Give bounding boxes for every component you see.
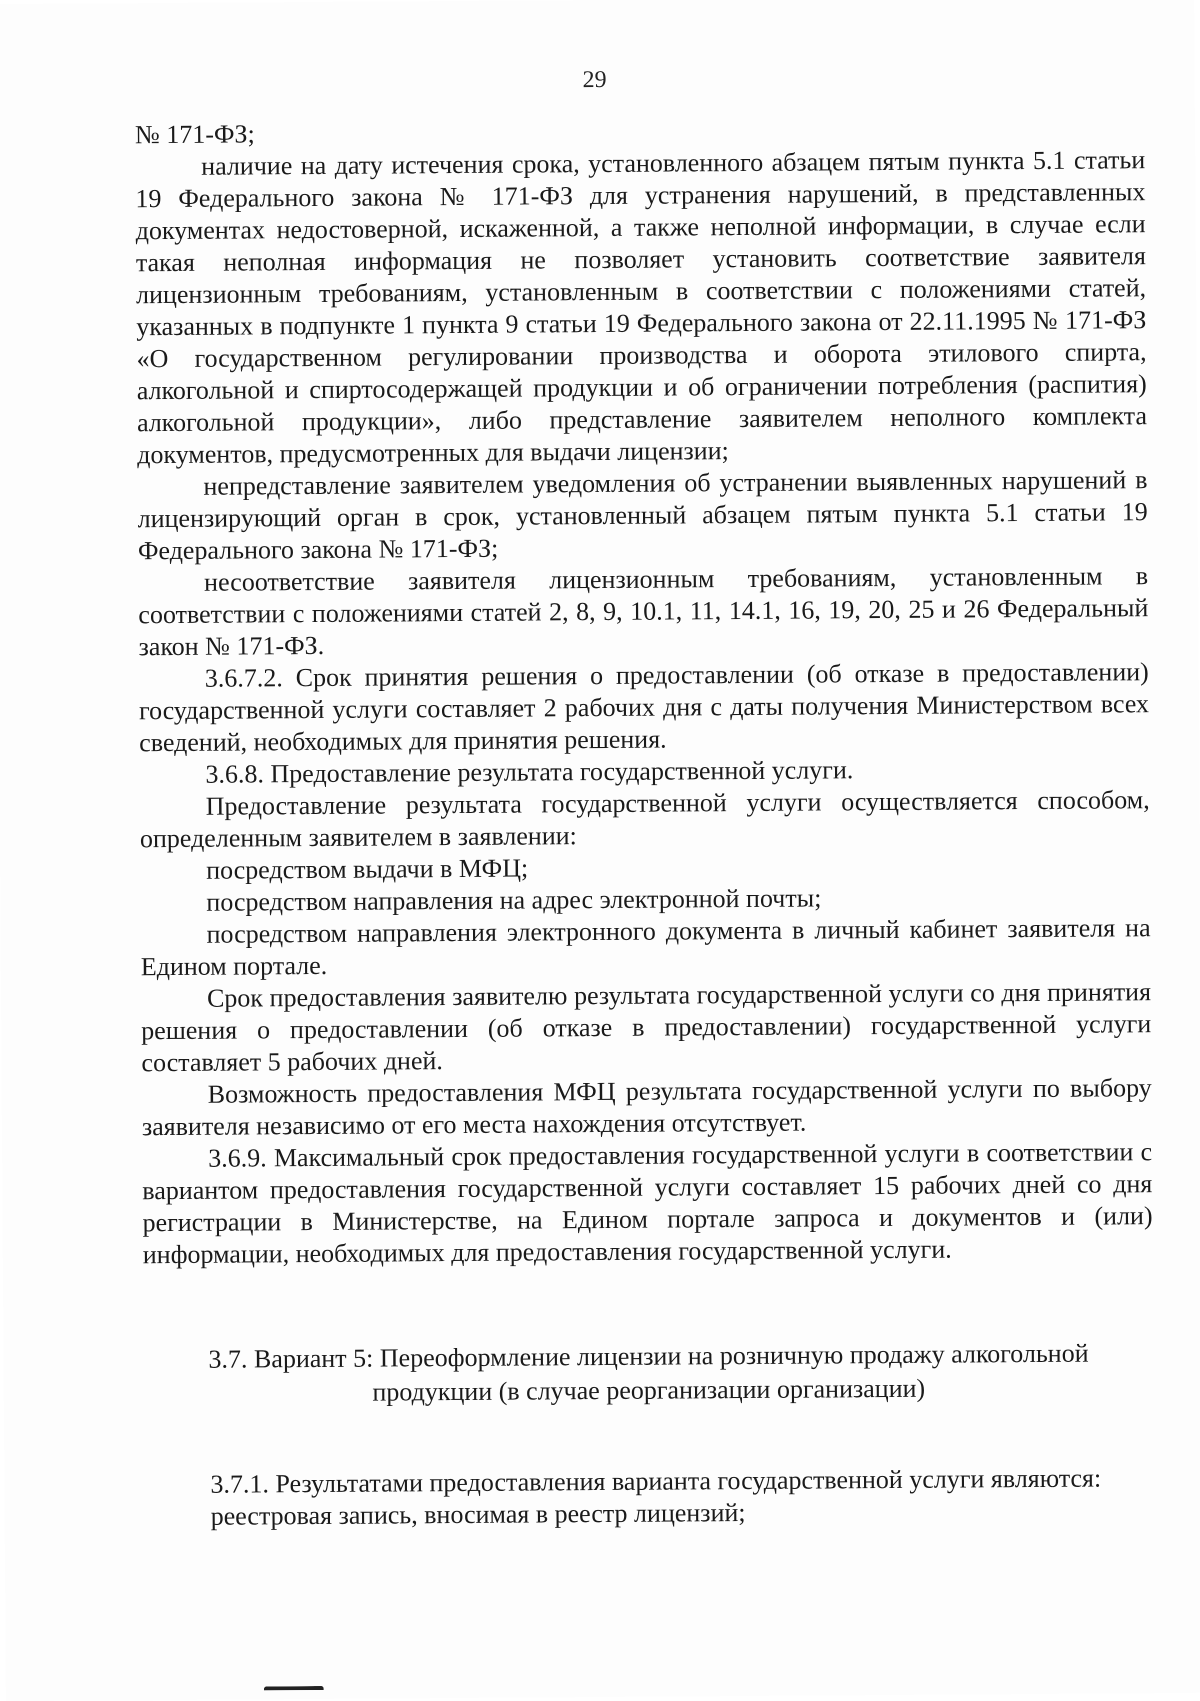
paragraph: посредством направления электронного документа в личный кабинет заявителя на Едином портале.	[140, 913, 1151, 982]
paragraph: Предоставление результата государственной услуги осуществляется способом, определенным заявителем в заявлении:	[139, 785, 1150, 854]
paragraph: Срок предоставления заявителю результата государственной услуги со дня принятия решения о предоставлении (об отказе в предоставлении) государственной услуги составляет 5 рабочих дней.	[141, 977, 1152, 1078]
paragraph: реестровая запись, вносимая в реестр лицензий;	[210, 1498, 746, 1531]
paragraph: 3.6.8. Предоставление результата государственной услуги.	[205, 755, 854, 789]
paragraph: несоответствие заявителя лицензионным требованиям, установленным в соответствии с положениями статей 2, 8, 9, 10.1, 11, 14.1, 16, 19, 20, 25 и 26 Федеральный закон № 171-ФЗ.	[138, 561, 1149, 662]
paragraph: 3.6.7.2. Срок принятия решения о предоставлении (об отказе в предоставлении) государственной услуги составляет 2 рабочих дня с даты получения Министерством всех сведений, необходимых для принятия решения.	[138, 657, 1150, 758]
paragraph: непредставление заявителем уведомления об устранении выявленных нарушений в лицензирующий орган в срок, установленный абзацем пятым пункта 5.1 статьи 19 Федерального закона № 171-ФЗ;	[137, 465, 1148, 566]
section-heading-line: 3.7. Вариант 5: Переоформление лицензии на розничную продажу алкогольной	[208, 1338, 1089, 1374]
paragraph: Возможность предоставления МФЦ результата государственной услуги по выбору заявителя независимо от его места нахождения отсутствует.	[141, 1073, 1152, 1142]
paragraph: посредством направления на адрес электронной почты;	[206, 883, 822, 917]
cut-off-text-fragment	[264, 1686, 324, 1699]
section-heading	[183, 1336, 1113, 1410]
paragraph: посредством выдачи в МФЦ;	[206, 853, 529, 885]
paragraph: 3.6.9. Максимальный срок предоставления государственной услуги в соответствии с вариантом предоставления государственной услуги составляет 15 рабочих дней со дня регистрации в Министерстве, на Едином портале запроса и документов и (или) информации, необходимых для предоставления государственной услуги.	[142, 1137, 1153, 1270]
paragraph: № 171-ФЗ;	[134, 119, 255, 150]
document-body	[135, 112, 1155, 1533]
paragraph: 3.7.1. Результатами предоставления варианта государственной услуги являются:	[210, 1463, 1102, 1499]
page-number: 29	[582, 66, 607, 94]
section-heading-line: продукции (в случае реорганизации организации)	[372, 1373, 926, 1407]
paragraph: наличие на дату истечения срока, установленного абзацем пятым пункта 5.1 статьи 19 Федерального закона № 171-ФЗ для устранения нарушений, в представленных документах недостоверной, искаженной, а также неполной информации, в случае если такая неполная информация не позволяет установить соответствие заявителя лицензионным требованиям, установленным в соответствии с положениями статей, указанных в подпункте 1 пункта 9 статьи 19 Федерального закона от 22.11.1995 № 171-ФЗ «О государственном регулировании производства и оборота этилового спирта, алкогольной и спиртосодержащей продукции и об ограничении потребления (распития) алкогольной продукции», либо представление заявителем неполного комплекта документов, предусмотренных для выдачи лицензии;	[135, 145, 1148, 470]
